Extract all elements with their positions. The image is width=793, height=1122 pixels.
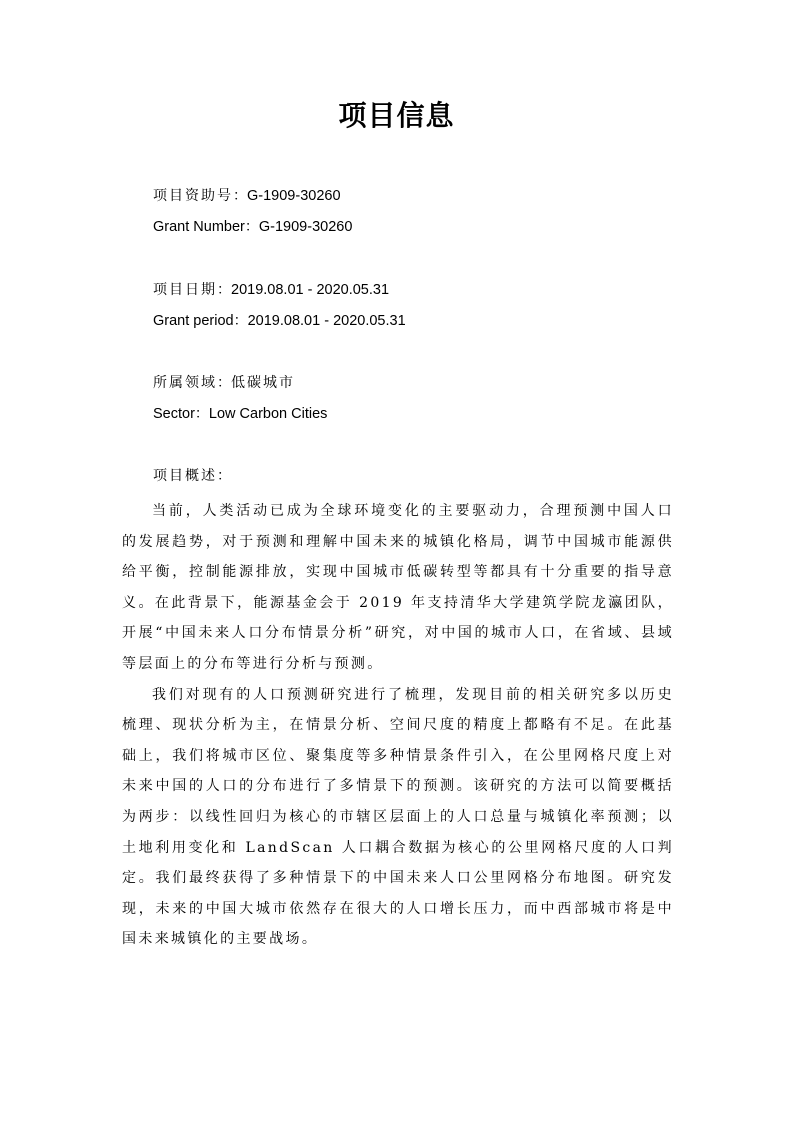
separator: ： bbox=[194, 406, 209, 422]
grant-number-value: G-1909-30260 bbox=[258, 219, 353, 235]
separator: ： bbox=[233, 188, 247, 204]
page-title: 项目信息 bbox=[338, 99, 455, 132]
grant-number-cn bbox=[153, 186, 341, 206]
sector-cn bbox=[153, 373, 295, 393]
sector-value-cn: 低碳城市 bbox=[231, 375, 295, 391]
grant-period-label-cn: 项目日期 bbox=[153, 282, 217, 298]
separator: ： bbox=[217, 282, 231, 298]
sector-label-en: Sector bbox=[153, 406, 195, 422]
separator: ： bbox=[244, 219, 259, 235]
grant-period-en bbox=[153, 311, 406, 331]
grant-number-label-en: Grant Number bbox=[153, 219, 245, 235]
overview-paragraph: 我们对现有的人口预测研究进行了梳理，发现目前的相关研究多以历史梳理、现状分析为主，在情景分析、空间尺度的精度上都略有不足。在此基础上，我们将城市区位、聚集度等多种情景条件引入，在公里网格尺度上对未来中国的人口的分布进行了多情景下的预测。该研究的方法可以简要概括为两步：以线性回归为核心的市辖区层面上的人口总量与城镇化率预测；以土地利用变化和 LandScan 人口耦合数据为核心的公里网格尺度的人口判定。我们最终获得了多种情景下的中国未来人口公里网格分布地图。研究发现，未来的中国大城市依然存在很大的人口增长压力，而中西部城市将是中国未来城镇化的主要战场。 bbox=[122, 686, 674, 948]
overview-paragraph: 当前，人类活动已成为全球环境变化的主要驱动力，合理预测中国人口的发展趋势，对于预测和理解中国未来的城镇化格局，调节中国城市能源供给平衡，控制能源排放，实现中国城市低碳转型等都具有十分重要的指导意义。在此背景下，能源基金会于 2019 年支持清华大学建筑学院龙瀛团队，开展“中国未来人口分布情景分析”研究，对中国的城市人口，在省域、县域等层面上的分布等进行分析与预测。 bbox=[122, 503, 674, 672]
sector-value-en: Low Carbon Cities bbox=[208, 406, 328, 422]
sector-label-cn: 所属领域 bbox=[153, 375, 217, 391]
grant-period-value: 2019.08.01 - 2020.05.31 bbox=[247, 313, 406, 329]
grant-period-cn bbox=[153, 280, 389, 300]
separator: ： bbox=[233, 313, 248, 329]
grant-number-en bbox=[153, 217, 352, 237]
sector-en bbox=[153, 404, 327, 424]
grant-number-label-cn: 项目资助号 bbox=[153, 188, 233, 204]
grant-period-value: 2019.08.01 - 2020.05.31 bbox=[231, 282, 390, 298]
overview-heading: 项目概述： bbox=[153, 468, 233, 484]
grant-period-label-en: Grant period bbox=[153, 313, 234, 329]
grant-number-value: G-1909-30260 bbox=[247, 188, 341, 204]
separator: ： bbox=[217, 375, 231, 391]
overview-body bbox=[122, 496, 674, 955]
